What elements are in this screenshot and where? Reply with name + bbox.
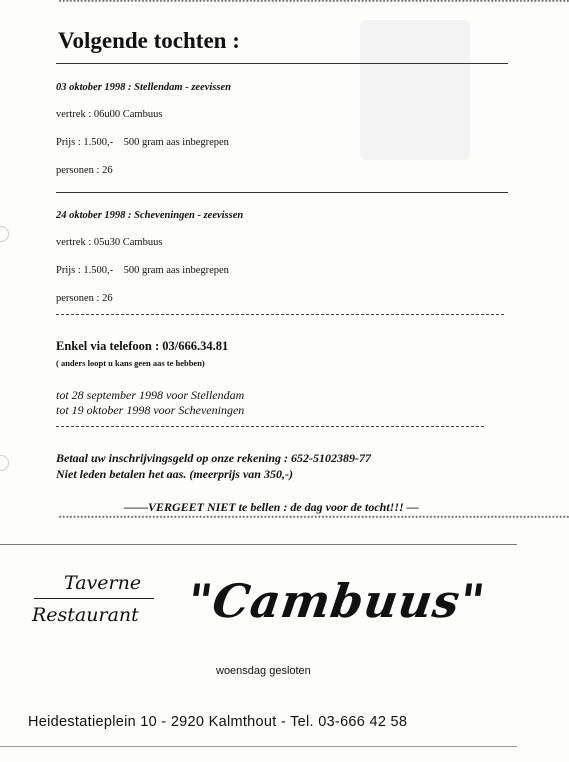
dashed-divider (56, 314, 504, 315)
trip-price: Prijs : 1.500,- 500 gram aas inbegrepen (56, 265, 229, 276)
punch-hole (0, 455, 9, 471)
deadline-stellendam: tot 28 september 1998 voor Stellendam (56, 388, 245, 402)
payment-nonmembers: Niet leden betalen het aas. (meerprijs van 350,-) (56, 467, 293, 481)
trip-title: 24 oktober 1998 : Scheveningen - zeevissen (56, 210, 244, 221)
ad-address: Heidestatieplein 10 - 2920 Kalmthout - Tel. 03-666 42 58 (28, 714, 408, 730)
ad-restaurant: Restaurant (32, 604, 139, 626)
trip-persons: personen : 26 (56, 293, 113, 304)
payment-account: Betaal uw inschrijvingsgeld op onze rekening : 652-5102389-77 (56, 451, 372, 465)
page-title: Volgende tochten : (58, 28, 240, 53)
punch-hole (0, 226, 9, 242)
divider (56, 63, 508, 64)
star-border-bottom: ********************************************************************************************************************************************** (58, 516, 569, 524)
ad-taverne: Taverne (64, 572, 142, 594)
dashed-divider (56, 426, 484, 427)
trip-departure: vertrek : 06u00 Cambuus (56, 109, 163, 120)
ad-underline (34, 598, 154, 599)
call-reminder: ——VERGEET NIET te bellen : de dag voor de tocht!!! — (124, 500, 419, 514)
phone-note: ( anders loopt u kans geen aas te hebben) (56, 358, 205, 368)
bottom-edge (0, 746, 517, 747)
ad-restaurant-name: "Cambuus" (184, 574, 489, 628)
trip-departure: vertrek : 05u30 Cambuus (56, 237, 163, 248)
deadline-scheveningen: tot 19 oktober 1998 voor Scheveningen (56, 403, 245, 417)
star-border-top: ********************************************************************************************************************************************** (58, 0, 569, 8)
trip-price: Prijs : 1.500,- 500 gram aas inbegrepen (56, 137, 229, 148)
phone-contact: Enkel via telefoon : 03/666.34.81 (56, 339, 229, 353)
ad-separator (0, 544, 517, 545)
ad-closed-day: woensdag gesloten (216, 665, 311, 677)
trip-persons: personen : 26 (56, 165, 113, 176)
bleed-through-shape (360, 20, 470, 160)
trip-title: 03 oktober 1998 : Stellendam - zeevissen (56, 82, 231, 93)
divider (56, 192, 508, 193)
